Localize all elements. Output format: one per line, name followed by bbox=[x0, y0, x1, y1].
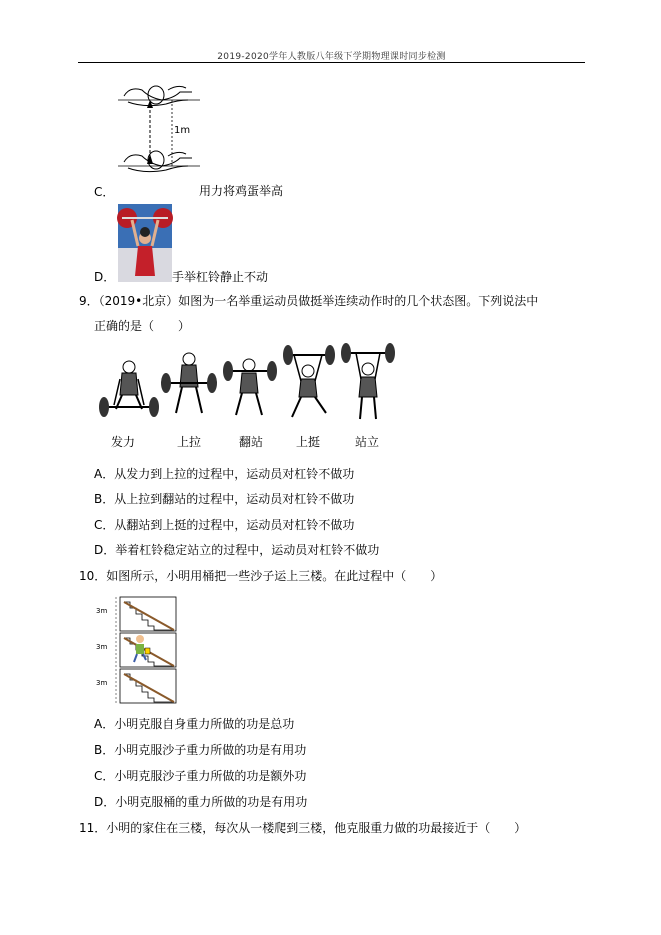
q9-stem-line1: 9．（2019•北京）如图为一名举重运动员做挺举连续动作时的几个状态图。下列说法中 bbox=[79, 294, 539, 308]
stage-5-figure bbox=[341, 343, 395, 419]
q11-stem: 11．小明的家住在三楼，每次从一楼爬到三楼，他克服重力做的功最接近于（ ） bbox=[79, 821, 527, 835]
q10-option-c: C．小明克服沙子重力所做的功是额外功 bbox=[94, 769, 307, 783]
q8-option-d-text: 手举杠铃静止不动 bbox=[172, 270, 269, 284]
q9-option-d: D．举着杠铃稳定站立的过程中，运动员对杠铃不做功 bbox=[94, 543, 380, 557]
stage-label-1: 发力 bbox=[111, 435, 136, 449]
egg-height-label: 1m bbox=[174, 125, 191, 136]
stage-3-figure bbox=[223, 359, 277, 415]
stage-4-figure bbox=[283, 345, 335, 417]
q8-option-d-label: D． bbox=[94, 270, 116, 284]
stage-label-4: 上挺 bbox=[296, 435, 321, 449]
page-header: 2019-2020学年人教版八年级下学期物理课时同步检测 bbox=[217, 52, 446, 62]
floor-height-label-2: 3m bbox=[96, 643, 108, 651]
staircase-figure bbox=[96, 594, 178, 706]
q10-option-d: D．小明克服桶的重力所做的功是有用功 bbox=[94, 795, 308, 809]
q10-stem: 10．如图所示，小明用桶把一些沙子运上三楼。在此过程中（ ） bbox=[79, 569, 443, 583]
stage-2-figure bbox=[161, 353, 217, 413]
floor-height-label-3: 3m bbox=[96, 679, 108, 687]
stage-1-figure bbox=[99, 361, 159, 417]
weightlifter-photo bbox=[118, 204, 172, 282]
q9-option-b: B．从上拉到翻站的过程中，运动员对杠铃不做功 bbox=[94, 492, 355, 506]
clean-and-jerk-figure bbox=[94, 343, 404, 427]
stage-label-3: 翻站 bbox=[239, 435, 264, 449]
stage-label-2: 上拉 bbox=[177, 435, 202, 449]
q8-option-c-label: C． bbox=[94, 185, 115, 199]
stage-label-5: 站立 bbox=[355, 435, 380, 449]
q9-option-a: A．从发力到上拉的过程中，运动员对杠铃不做功 bbox=[94, 467, 355, 481]
q10-option-a: A．小明克服自身重力所做的功是总功 bbox=[94, 717, 295, 731]
q8-option-c-text: 用力将鸡蛋举高 bbox=[199, 184, 284, 198]
header-rule bbox=[78, 62, 585, 63]
floor-height-label-1: 3m bbox=[96, 607, 108, 615]
q10-option-b: B．小明克服沙子重力所做的功是有用功 bbox=[94, 743, 307, 757]
q9-option-c: C．从翻站到上挺的过程中，运动员对杠铃不做功 bbox=[94, 518, 355, 532]
q9-stem-line2: 正确的是（ ） bbox=[94, 319, 191, 333]
